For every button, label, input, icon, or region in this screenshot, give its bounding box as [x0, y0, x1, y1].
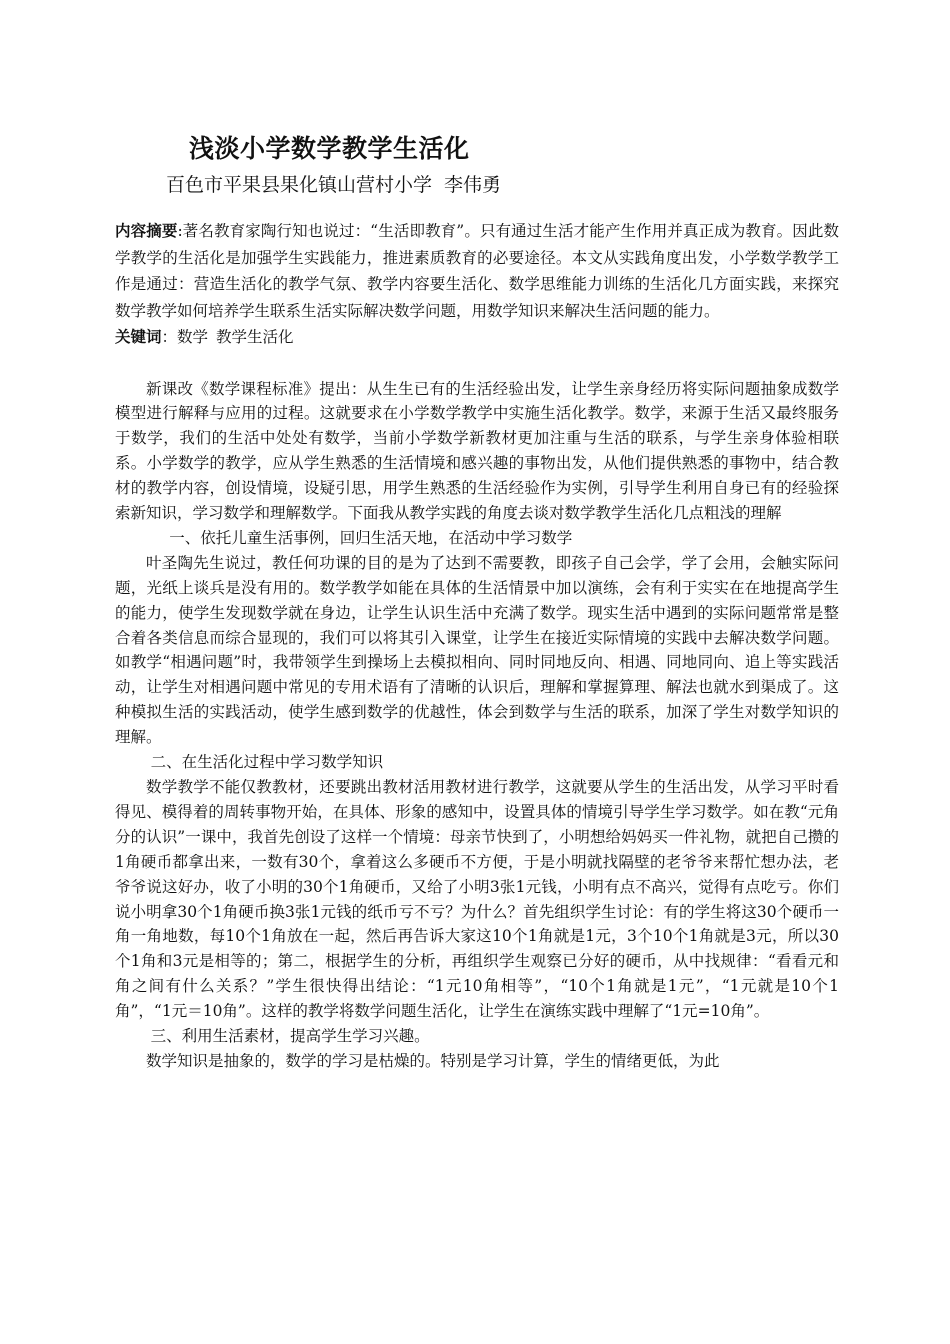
section-paragraph-1: 叶圣陶先生说过，教任何功课的目的是为了达到不需要教，即孩子自己会学，学了会用，会触实际问题，光纸上谈兵是没有用的。数学教学如能在具体的生活情景中加以演练，会有利于实实在在地提高学生的能力，使学生发现数学就在身边，让学生认识生活中充满了数学。现实生活中遇到的实际问题常常是整合着各类信息而综合显现的，我们可以将其引入课堂，让学生在接近实际情境的实践中去解决数学问题。如教学“相遇问题”时，我带领学生到操场上去模拟相向、同时同地反向、相遇、同地同向、追上等实践活动，让学生对相遇问题中常见的专用术语有了清晰的认识后，理解和掌握算理、解法也就水到渠成了。这种模拟生活的实践活动，使学生感到数学的优越性，体会到数学与生活的联系，加深了学生对数学知识的理解。	[115, 553, 839, 747]
abstract-label: 内容摘要	[115, 222, 178, 240]
section-paragraph-3: 数学知识是抽象的，数学的学习是枯燥的。特别是学习计算，学生的情绪更低，为此	[146, 1051, 720, 1070]
author-name: 李伟勇	[444, 174, 502, 196]
author-affiliation: 百色市平果县果化镇山营村小学	[166, 174, 433, 196]
abstract-text: :著名教育家陶行知也说过：“生活即教育”。只有通过生活才能产生作用并真正成为教育。因此数学教学的生活化是加强学生实践能力，推进素质教育的必要途径。本文从实践角度出发，小学数学教学工作是通过：营造生活化的教学气氛、教学内容要生活化、数学思维能力训练的生活化几方面实践，来探究数学教学如何培养学生联系生活实际解决数学问题，用数学知识来解决生活问题的能力。	[115, 222, 839, 320]
intro-paragraph: 新课改《数学课程标准》提出：从生生已有的生活经验出发，让学生亲身经历将实际问题抽象成数学模型进行解释与应用的过程。这就要求在小学数学教学中实施生活化教学。数学，来源于生活又最终服务于数学，我们的生活中处处有数学，当前小学数学新教材更加注重与生活的联系，与学生亲身体验相联系。小学数学的教学，应从学生熟悉的生活情境和感兴趣的事物出发，从他们提供熟悉的事物中，结合教材的教学内容，创设情境，设疑引思，用学生熟悉的生活经验作为实例，引导学生利用自身已有的经验探索新知识，学习数学和理解数学。下面我从教学实践的角度去谈对数学教学生活化几点粗浅的理解	[115, 379, 839, 523]
section-heading-3: 三、利用生活素材，提高学生学习兴趣。	[150, 1027, 430, 1046]
keyword: 教学生活化	[216, 328, 294, 346]
document-title: 浅淡小学数学教学生活化	[189, 134, 470, 163]
keyword: 数学	[177, 328, 209, 346]
keywords	[115, 324, 839, 351]
abstract	[115, 218, 839, 324]
document-page	[115, 128, 839, 1074]
section-paragraph-2: 数学教学不能仅教教材，还要跳出教材活用教材进行教学，这就要从学生的生活出发，从学习平时看得见、模得着的周转事物开始，在具体、形象的感知中，设置具体的情境引导学生学习数学。如在教“元角分的认识”一课中，我首先创设了这样一个情境：母亲节快到了，小明想给妈妈买一件礼物，就把自己攒的1角硬币都拿出来，一数有30个，拿着这么多硬币不方便，于是小明就找隔壁的老爷爷来帮忙想办法，老爷爷说这好办，收了小明的30个1角硬币，又给了小明3张1元钱，小明有点不高兴，觉得有点吃亏。你们说小明拿30个1角硬币换3张1元钱的纸币亏不亏？为什么？首先组织学生讨论：有的学生将这30个硬币一角一角地数，每10个1角放在一起，然后再告诉大家这10个1角就是1元，3个10个1角就是3元，所以30个1角和3元是相等的；第二，根据学生的分析，再组织学生观察已分好的硬币，从中找规律：“看看元和角之间有什么关系？”学生很快得出结论：“1元10角相等”，“10个1角就是1元”，“1元就是10个1角”，“1元＝10角”。这样的教学将数学问题生活化，让学生在演练实践中理解了“1元=10角”。	[115, 778, 839, 1021]
section-heading-2: 二、在生活化过程中学习数学知识	[150, 753, 384, 772]
keywords-label: 关键词	[115, 328, 162, 346]
keywords-colon: ：	[161, 328, 178, 346]
author-line	[166, 170, 839, 200]
section-heading-1: 一、依托儿童生活事例，回归生活天地，在活动中学习数学	[169, 528, 573, 547]
